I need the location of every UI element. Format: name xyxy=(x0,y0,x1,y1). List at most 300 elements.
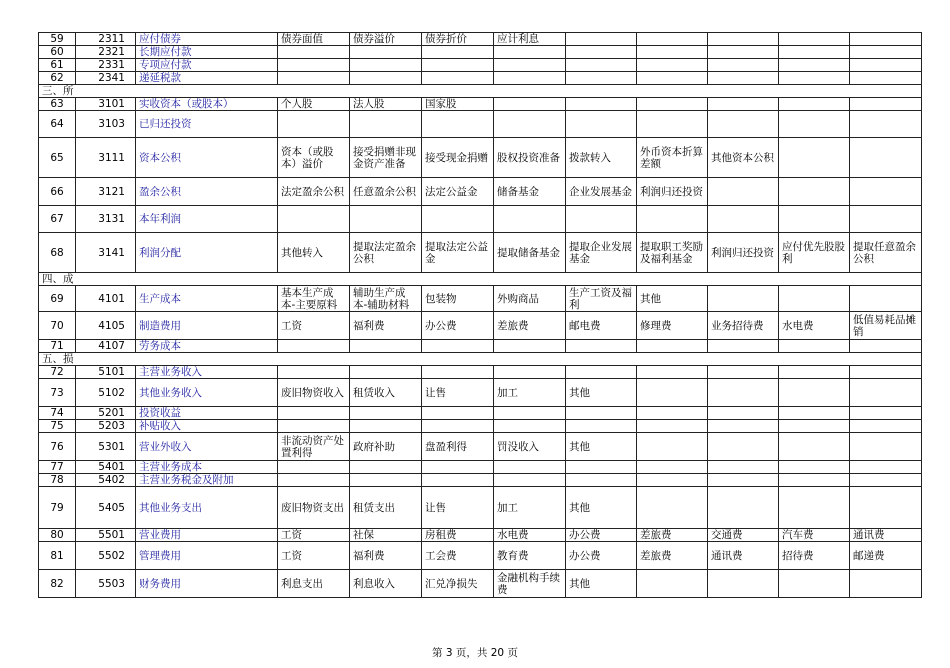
sub-account-cell: 差旅费 xyxy=(494,312,566,340)
sub-account-cell: 房租费 xyxy=(422,529,494,542)
sub-account-cell xyxy=(637,570,708,598)
table-row xyxy=(39,98,922,111)
account-code: 3111 xyxy=(76,138,136,178)
table-row xyxy=(39,529,922,542)
account-name: 生产成本 xyxy=(136,286,278,312)
sub-account-cell: 教育费 xyxy=(494,542,566,570)
account-name: 本年利润 xyxy=(136,206,278,233)
sub-account-cell xyxy=(779,570,850,598)
sub-account-cell xyxy=(708,59,779,72)
sub-account-cell: 利润归还投资 xyxy=(708,233,779,273)
sub-account-cell xyxy=(779,111,850,138)
sub-account-cell xyxy=(850,33,922,46)
account-code: 5102 xyxy=(76,379,136,407)
sub-account-cell xyxy=(850,461,922,474)
sub-account-cell xyxy=(637,366,708,379)
sub-account-cell xyxy=(779,366,850,379)
sub-account-cell: 金融机构手续费 xyxy=(494,570,566,598)
sub-account-cell xyxy=(708,178,779,206)
row-number: 82 xyxy=(39,570,76,598)
sub-account-cell xyxy=(494,46,566,59)
table-row xyxy=(39,487,922,529)
sub-account-cell xyxy=(637,474,708,487)
account-code: 3101 xyxy=(76,98,136,111)
table-row xyxy=(39,379,922,407)
table-row xyxy=(39,340,922,353)
sub-account-cell xyxy=(350,420,422,433)
sub-account-cell: 法人股 xyxy=(350,98,422,111)
sub-account-cell xyxy=(278,420,350,433)
sub-account-cell xyxy=(708,111,779,138)
account-name: 长期应付款 xyxy=(136,46,278,59)
sub-account-cell xyxy=(850,366,922,379)
sub-account-cell xyxy=(779,407,850,420)
account-code: 5402 xyxy=(76,474,136,487)
sub-account-cell xyxy=(494,366,566,379)
sub-account-cell xyxy=(850,379,922,407)
page-footer: 第 3 页，共 20 页 xyxy=(432,647,518,659)
sub-account-cell xyxy=(779,487,850,529)
sub-account-cell xyxy=(350,72,422,85)
sub-account-cell xyxy=(779,461,850,474)
sub-account-cell: 应计利息 xyxy=(494,33,566,46)
account-name: 主营业务税金及附加 xyxy=(136,474,278,487)
sub-account-cell: 其他 xyxy=(566,379,637,407)
sub-account-cell xyxy=(708,72,779,85)
account-name: 营业外收入 xyxy=(136,433,278,461)
table-row xyxy=(39,33,922,46)
sub-account-cell xyxy=(278,72,350,85)
sub-account-cell xyxy=(779,286,850,312)
sub-account-cell: 外币资本折算差额 xyxy=(637,138,708,178)
sub-account-cell xyxy=(708,366,779,379)
sub-account-cell xyxy=(637,433,708,461)
row-number: 81 xyxy=(39,542,76,570)
account-name: 劳务成本 xyxy=(136,340,278,353)
account-name: 应付债券 xyxy=(136,33,278,46)
account-name: 投资收益 xyxy=(136,407,278,420)
sub-account-cell xyxy=(350,111,422,138)
sub-account-cell xyxy=(708,340,779,353)
sub-account-cell: 其他 xyxy=(566,487,637,529)
sub-account-cell xyxy=(708,33,779,46)
sub-account-cell xyxy=(850,111,922,138)
sub-account-cell xyxy=(422,474,494,487)
sub-account-cell xyxy=(850,59,922,72)
account-code: 5405 xyxy=(76,487,136,529)
sub-account-cell: 其他 xyxy=(566,433,637,461)
sub-account-cell xyxy=(494,59,566,72)
row-number: 74 xyxy=(39,407,76,420)
sub-account-cell xyxy=(779,33,850,46)
category-fill xyxy=(136,85,922,98)
sub-account-cell: 福利费 xyxy=(350,312,422,340)
row-number: 77 xyxy=(39,461,76,474)
sub-account-cell: 提取储备基金 xyxy=(494,233,566,273)
sub-account-cell xyxy=(278,111,350,138)
sub-account-cell: 让售 xyxy=(422,487,494,529)
table-row xyxy=(39,111,922,138)
sub-account-cell xyxy=(566,474,637,487)
sub-account-cell xyxy=(350,474,422,487)
sub-account-cell xyxy=(494,461,566,474)
account-code: 3141 xyxy=(76,233,136,273)
sub-account-cell xyxy=(779,433,850,461)
account-code: 3121 xyxy=(76,178,136,206)
sub-account-cell xyxy=(278,59,350,72)
category-fill xyxy=(136,353,922,366)
sub-account-cell xyxy=(779,340,850,353)
sub-account-cell: 资本（或股本）溢价 xyxy=(278,138,350,178)
sub-account-cell: 应付优先股股利 xyxy=(779,233,850,273)
sub-account-cell xyxy=(637,461,708,474)
account-code: 2321 xyxy=(76,46,136,59)
sub-account-cell xyxy=(779,178,850,206)
account-code: 2331 xyxy=(76,59,136,72)
account-name: 主营业务收入 xyxy=(136,366,278,379)
sub-account-cell: 低值易耗品摊销 xyxy=(850,312,922,340)
sub-account-cell: 招待费 xyxy=(779,542,850,570)
sub-account-cell: 利润归还投资 xyxy=(637,178,708,206)
sub-account-cell: 交通费 xyxy=(708,529,779,542)
account-name: 资本公积 xyxy=(136,138,278,178)
sub-account-cell xyxy=(779,72,850,85)
row-number: 76 xyxy=(39,433,76,461)
sub-account-cell xyxy=(566,206,637,233)
table-row xyxy=(39,46,922,59)
sub-account-cell xyxy=(850,206,922,233)
row-number: 66 xyxy=(39,178,76,206)
sub-account-cell xyxy=(637,33,708,46)
sub-account-cell xyxy=(708,407,779,420)
sub-account-cell: 提取任意盈余公积 xyxy=(850,233,922,273)
account-table xyxy=(38,32,922,598)
sub-account-cell: 工资 xyxy=(278,312,350,340)
account-code: 5203 xyxy=(76,420,136,433)
sub-account-cell xyxy=(708,570,779,598)
row-number: 64 xyxy=(39,111,76,138)
sub-account-cell xyxy=(850,487,922,529)
sub-account-cell xyxy=(850,98,922,111)
sub-account-cell: 债券折价 xyxy=(422,33,494,46)
sub-account-cell xyxy=(637,487,708,529)
sub-account-cell xyxy=(566,33,637,46)
table-row xyxy=(39,286,922,312)
sub-account-cell xyxy=(637,407,708,420)
sub-account-cell xyxy=(637,420,708,433)
sub-account-cell: 让售 xyxy=(422,379,494,407)
sub-account-cell xyxy=(850,286,922,312)
sub-account-cell: 债券面值 xyxy=(278,33,350,46)
account-code: 5501 xyxy=(76,529,136,542)
sub-account-cell xyxy=(278,366,350,379)
sub-account-cell: 股权投资准备 xyxy=(494,138,566,178)
sub-account-cell: 水电费 xyxy=(779,312,850,340)
table-row xyxy=(39,312,922,340)
sub-account-cell xyxy=(708,474,779,487)
table-row xyxy=(39,570,922,598)
sub-account-cell xyxy=(494,420,566,433)
sub-account-cell xyxy=(850,340,922,353)
sub-account-cell: 国家股 xyxy=(422,98,494,111)
table-row xyxy=(39,366,922,379)
account-name: 已归还投资 xyxy=(136,111,278,138)
account-code: 5401 xyxy=(76,461,136,474)
row-number: 68 xyxy=(39,233,76,273)
sub-account-cell xyxy=(350,366,422,379)
account-name: 制造费用 xyxy=(136,312,278,340)
sub-account-cell xyxy=(278,407,350,420)
sub-account-cell xyxy=(566,407,637,420)
category-label: 四、成 xyxy=(39,273,136,286)
sub-account-cell xyxy=(566,59,637,72)
sub-account-cell: 利息支出 xyxy=(278,570,350,598)
account-code: 3103 xyxy=(76,111,136,138)
sub-account-cell: 邮递费 xyxy=(850,542,922,570)
sub-account-cell xyxy=(779,420,850,433)
sub-account-cell xyxy=(350,461,422,474)
sub-account-cell: 租赁支出 xyxy=(350,487,422,529)
sub-account-cell: 生产工资及福利 xyxy=(566,286,637,312)
sub-account-cell: 租赁收入 xyxy=(350,379,422,407)
sub-account-cell: 修理费 xyxy=(637,312,708,340)
account-code: 2311 xyxy=(76,33,136,46)
sub-account-cell xyxy=(779,59,850,72)
sub-account-cell: 其他 xyxy=(637,286,708,312)
account-code: 5201 xyxy=(76,407,136,420)
sub-account-cell: 拨款转入 xyxy=(566,138,637,178)
sub-account-cell xyxy=(779,206,850,233)
category-label: 三、所 xyxy=(39,85,136,98)
row-number: 73 xyxy=(39,379,76,407)
sub-account-cell: 废旧物资收入 xyxy=(278,379,350,407)
sub-account-cell: 通讯费 xyxy=(850,529,922,542)
sub-account-cell xyxy=(850,407,922,420)
sub-account-cell xyxy=(566,46,637,59)
category-row xyxy=(39,353,922,366)
sub-account-cell: 办公费 xyxy=(422,312,494,340)
account-code: 5502 xyxy=(76,542,136,570)
sub-account-cell xyxy=(566,111,637,138)
row-number: 80 xyxy=(39,529,76,542)
sub-account-cell: 邮电费 xyxy=(566,312,637,340)
sub-account-cell: 其他资本公积 xyxy=(708,138,779,178)
sub-account-cell xyxy=(708,98,779,111)
sub-account-cell: 提取职工奖励及福利基金 xyxy=(637,233,708,273)
sub-account-cell: 企业发展基金 xyxy=(566,178,637,206)
sub-account-cell xyxy=(278,461,350,474)
row-number: 61 xyxy=(39,59,76,72)
sub-account-cell: 任意盈余公积 xyxy=(350,178,422,206)
account-code: 4105 xyxy=(76,312,136,340)
sub-account-cell xyxy=(566,72,637,85)
sub-account-cell: 汇兑净损失 xyxy=(422,570,494,598)
sub-account-cell xyxy=(422,340,494,353)
table-row xyxy=(39,474,922,487)
sub-account-cell xyxy=(708,379,779,407)
account-code: 4107 xyxy=(76,340,136,353)
sub-account-cell xyxy=(350,340,422,353)
sub-account-cell xyxy=(422,111,494,138)
sub-account-cell: 债券溢价 xyxy=(350,33,422,46)
sub-account-cell xyxy=(850,474,922,487)
sub-account-cell: 储备基金 xyxy=(494,178,566,206)
account-code: 3131 xyxy=(76,206,136,233)
sub-account-cell xyxy=(637,46,708,59)
table-row xyxy=(39,233,922,273)
account-name: 利润分配 xyxy=(136,233,278,273)
account-code: 2341 xyxy=(76,72,136,85)
sub-account-cell xyxy=(850,433,922,461)
sub-account-cell: 其他转入 xyxy=(278,233,350,273)
row-number: 65 xyxy=(39,138,76,178)
sub-account-cell xyxy=(350,407,422,420)
table-row xyxy=(39,407,922,420)
sub-account-cell: 包装物 xyxy=(422,286,494,312)
sub-account-cell xyxy=(494,340,566,353)
account-name: 其他业务支出 xyxy=(136,487,278,529)
sub-account-cell xyxy=(637,206,708,233)
table-row xyxy=(39,433,922,461)
row-number: 78 xyxy=(39,474,76,487)
account-name: 主营业务成本 xyxy=(136,461,278,474)
sub-account-cell: 工资 xyxy=(278,529,350,542)
account-name: 补贴收入 xyxy=(136,420,278,433)
sub-account-cell: 罚没收入 xyxy=(494,433,566,461)
sub-account-cell: 法定盈余公积 xyxy=(278,178,350,206)
category-label: 五、损 xyxy=(39,353,136,366)
table-row xyxy=(39,461,922,474)
sub-account-cell xyxy=(779,379,850,407)
sub-account-cell: 工会费 xyxy=(422,542,494,570)
sub-account-cell xyxy=(708,487,779,529)
sub-account-cell xyxy=(637,72,708,85)
sub-account-cell: 通讯费 xyxy=(708,542,779,570)
row-number: 60 xyxy=(39,46,76,59)
sub-account-cell: 差旅费 xyxy=(637,542,708,570)
sub-account-cell: 提取企业发展基金 xyxy=(566,233,637,273)
sub-account-cell xyxy=(850,46,922,59)
account-table-body xyxy=(39,33,922,598)
table-row xyxy=(39,59,922,72)
sub-account-cell xyxy=(850,420,922,433)
sub-account-cell: 差旅费 xyxy=(637,529,708,542)
account-name: 实收资本（或股本） xyxy=(136,98,278,111)
sub-account-cell xyxy=(350,206,422,233)
sub-account-cell xyxy=(637,379,708,407)
row-number: 70 xyxy=(39,312,76,340)
sub-account-cell xyxy=(494,111,566,138)
table-row xyxy=(39,138,922,178)
account-code: 5301 xyxy=(76,433,136,461)
sub-account-cell xyxy=(494,206,566,233)
sub-account-cell xyxy=(779,474,850,487)
row-number: 59 xyxy=(39,33,76,46)
sub-account-cell: 办公费 xyxy=(566,529,637,542)
account-name: 营业费用 xyxy=(136,529,278,542)
sub-account-cell: 业务招待费 xyxy=(708,312,779,340)
sub-account-cell xyxy=(566,98,637,111)
sub-account-cell xyxy=(422,46,494,59)
sub-account-cell: 政府补助 xyxy=(350,433,422,461)
table-row xyxy=(39,542,922,570)
sub-account-cell: 利息收入 xyxy=(350,570,422,598)
sub-account-cell xyxy=(708,461,779,474)
sub-account-cell xyxy=(422,206,494,233)
category-row xyxy=(39,273,922,286)
account-name: 财务费用 xyxy=(136,570,278,598)
sub-account-cell xyxy=(278,474,350,487)
sub-account-cell: 基本生产成本-主要原料 xyxy=(278,286,350,312)
table-row xyxy=(39,206,922,233)
sub-account-cell xyxy=(422,366,494,379)
sub-account-cell xyxy=(708,206,779,233)
sub-account-cell xyxy=(494,98,566,111)
sub-account-cell xyxy=(566,461,637,474)
account-code: 5503 xyxy=(76,570,136,598)
sub-account-cell xyxy=(779,98,850,111)
sub-account-cell xyxy=(278,340,350,353)
category-row xyxy=(39,85,922,98)
sub-account-cell xyxy=(422,59,494,72)
sub-account-cell xyxy=(566,420,637,433)
sub-account-cell xyxy=(637,111,708,138)
sub-account-cell: 社保 xyxy=(350,529,422,542)
account-name: 管理费用 xyxy=(136,542,278,570)
sub-account-cell xyxy=(850,72,922,85)
sub-account-cell xyxy=(779,138,850,178)
sub-account-cell: 加工 xyxy=(494,379,566,407)
sub-account-cell xyxy=(350,46,422,59)
sub-account-cell xyxy=(422,407,494,420)
sub-account-cell: 办公费 xyxy=(566,542,637,570)
sub-account-cell xyxy=(278,206,350,233)
sub-account-cell xyxy=(422,72,494,85)
account-name: 盈余公积 xyxy=(136,178,278,206)
sub-account-cell xyxy=(708,433,779,461)
sub-account-cell xyxy=(708,286,779,312)
sub-account-cell: 提取法定盈余公积 xyxy=(350,233,422,273)
category-fill xyxy=(136,273,922,286)
account-name: 专项应付款 xyxy=(136,59,278,72)
sub-account-cell xyxy=(422,461,494,474)
sub-account-cell xyxy=(494,474,566,487)
sub-account-cell: 废旧物资支出 xyxy=(278,487,350,529)
table-row xyxy=(39,178,922,206)
sub-account-cell xyxy=(494,72,566,85)
sub-account-cell: 法定公益金 xyxy=(422,178,494,206)
table-row xyxy=(39,420,922,433)
sub-account-cell: 非流动资产处置利得 xyxy=(278,433,350,461)
sub-account-cell: 辅助生产成本-辅助材料 xyxy=(350,286,422,312)
sub-account-cell: 外购商品 xyxy=(494,286,566,312)
sub-account-cell: 福利费 xyxy=(350,542,422,570)
sub-account-cell: 提取法定公益金 xyxy=(422,233,494,273)
table-row xyxy=(39,72,922,85)
account-name: 递延税款 xyxy=(136,72,278,85)
account-name: 其他业务收入 xyxy=(136,379,278,407)
sub-account-cell xyxy=(566,340,637,353)
row-number: 63 xyxy=(39,98,76,111)
sub-account-cell xyxy=(779,46,850,59)
row-number: 62 xyxy=(39,72,76,85)
sub-account-cell xyxy=(708,420,779,433)
sub-account-cell xyxy=(850,138,922,178)
row-number: 72 xyxy=(39,366,76,379)
sub-account-cell xyxy=(850,178,922,206)
row-number: 67 xyxy=(39,206,76,233)
sub-account-cell: 接受现金捐赠 xyxy=(422,138,494,178)
